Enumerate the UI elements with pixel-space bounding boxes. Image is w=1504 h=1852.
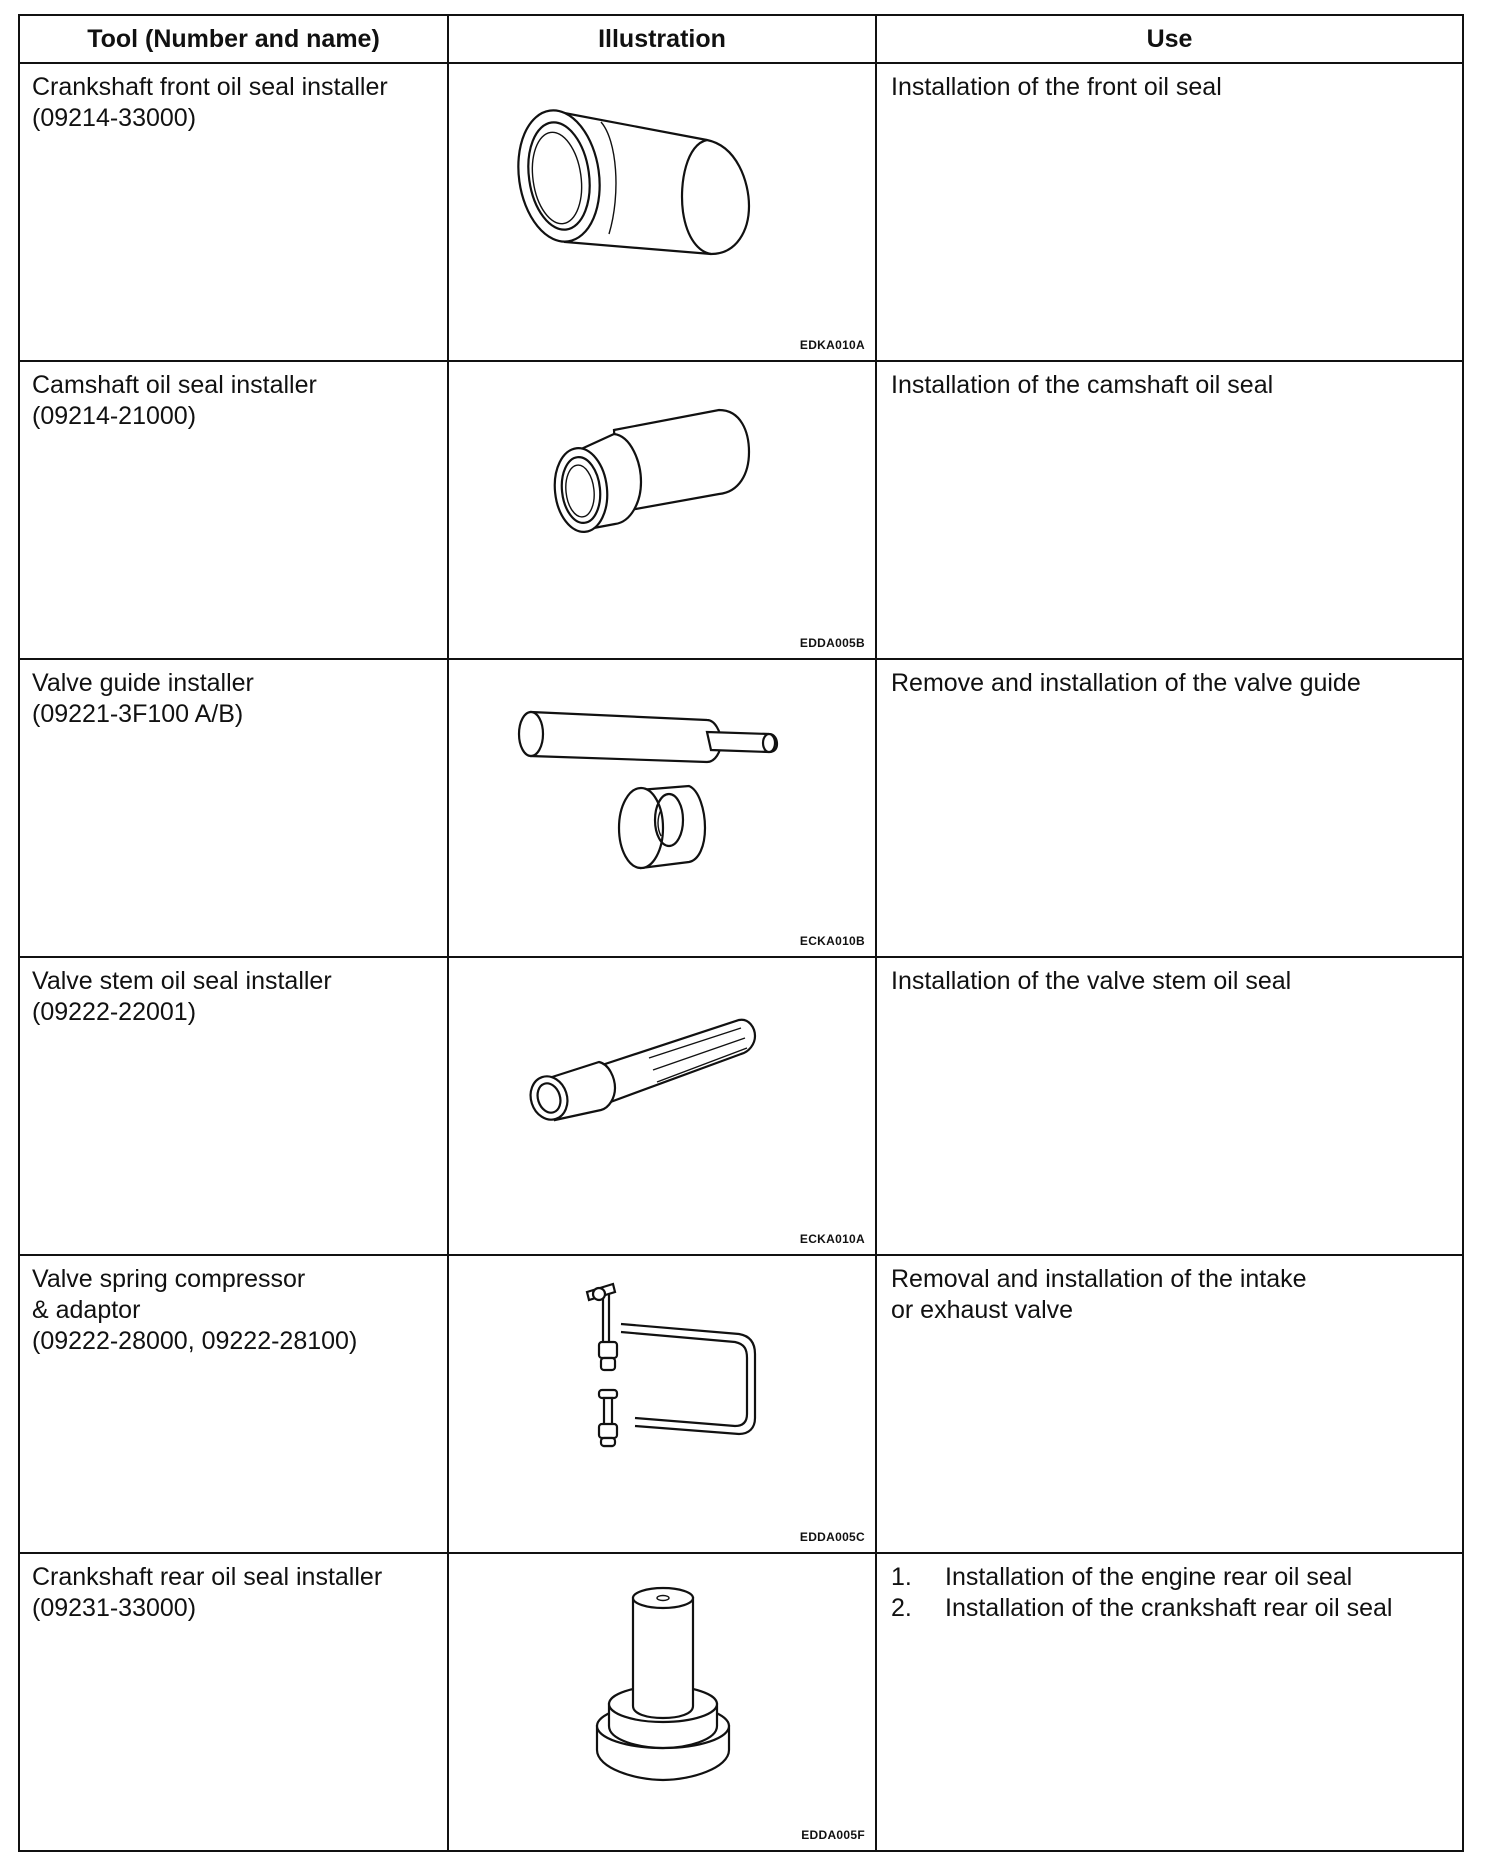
rear-oil-seal-installer-icon xyxy=(449,1554,877,1842)
figure-code: EDDA005B xyxy=(799,636,865,650)
header-use: Use xyxy=(876,15,1463,63)
tool-name-cell xyxy=(19,957,448,1255)
tool-use-cell xyxy=(876,63,1463,361)
tool-use-cell xyxy=(876,1553,1463,1851)
tool-number: (09231-33000) xyxy=(32,1594,197,1622)
tool-use-cell xyxy=(876,361,1463,659)
illustration-cell xyxy=(448,957,876,1255)
table-row xyxy=(19,1553,1463,1851)
valve-spring-compressor-icon xyxy=(449,1256,877,1544)
table-row xyxy=(19,659,1463,957)
tool-name: Crankshaft front oil seal installer xyxy=(32,73,388,101)
figure-code: EDKA010A xyxy=(799,338,865,352)
table-row xyxy=(19,63,1463,361)
table-row xyxy=(19,957,1463,1255)
tool-use: Removal and installation of the intake xyxy=(891,1265,1307,1293)
tool-name-continued: & adaptor xyxy=(32,1296,141,1324)
list-text: Installation of the engine rear oil seal xyxy=(945,1563,1353,1591)
tool-number: (09214-33000) xyxy=(32,104,197,132)
tool-use: Remove and installation of the valve guide xyxy=(891,669,1361,697)
illustration-cell xyxy=(448,1255,876,1553)
tool-number: (09221-3F100 A/B) xyxy=(32,700,244,728)
tool-name: Crankshaft rear oil seal installer xyxy=(32,1563,383,1591)
valve-stem-seal-installer-icon xyxy=(449,958,877,1246)
camshaft-seal-installer-icon xyxy=(449,362,877,650)
tool-use: Installation of the front oil seal xyxy=(891,73,1222,101)
tool-name-cell xyxy=(19,1553,448,1851)
special-tools-table xyxy=(18,14,1464,1852)
header-tool: Tool (Number and name) xyxy=(19,15,448,63)
figure-code: EDDA005C xyxy=(799,1530,865,1544)
tool-use-cell xyxy=(876,1255,1463,1553)
illustration-cell xyxy=(448,361,876,659)
table-row xyxy=(19,1255,1463,1553)
tool-use-cell xyxy=(876,957,1463,1255)
figure-code: ECKA010B xyxy=(799,934,865,948)
figure-code: ECKA010A xyxy=(799,1232,865,1246)
list-number: 2. xyxy=(891,1594,912,1622)
tool-use: Installation of the valve stem oil seal xyxy=(891,967,1292,995)
use-list xyxy=(891,1562,1452,1624)
tool-name: Valve stem oil seal installer xyxy=(32,967,332,995)
table-row xyxy=(19,361,1463,659)
tool-number: (09222-22001) xyxy=(32,998,197,1026)
tool-name: Valve guide installer xyxy=(32,669,254,697)
tool-use: Installation of the camshaft oil seal xyxy=(891,371,1274,399)
figure-code: EDDA005F xyxy=(801,1828,865,1842)
tool-name-cell xyxy=(19,659,448,957)
tool-use-continued: or exhaust valve xyxy=(891,1296,1074,1324)
tool-number: (09214-21000) xyxy=(32,402,197,430)
valve-guide-installer-icon xyxy=(449,660,877,948)
oil-seal-installer-icon xyxy=(449,64,877,352)
illustration-cell xyxy=(448,659,876,957)
special-tools-page xyxy=(18,14,1462,1852)
tool-name: Valve spring compressor xyxy=(32,1265,306,1293)
list-text: Installation of the crankshaft rear oil seal xyxy=(945,1594,1393,1622)
list-item xyxy=(891,1593,1452,1624)
table-header-row xyxy=(19,15,1463,63)
list-number: 1. xyxy=(891,1563,912,1591)
tool-name-cell xyxy=(19,63,448,361)
illustration-cell xyxy=(448,1553,876,1851)
illustration-cell xyxy=(448,63,876,361)
list-item xyxy=(891,1562,1452,1593)
tool-number: (09222-28000, 09222-28100) xyxy=(32,1327,358,1355)
header-illustration: Illustration xyxy=(448,15,876,63)
tool-name: Camshaft oil seal installer xyxy=(32,371,317,399)
tool-name-cell xyxy=(19,361,448,659)
tool-name-cell xyxy=(19,1255,448,1553)
tool-use-cell xyxy=(876,659,1463,957)
